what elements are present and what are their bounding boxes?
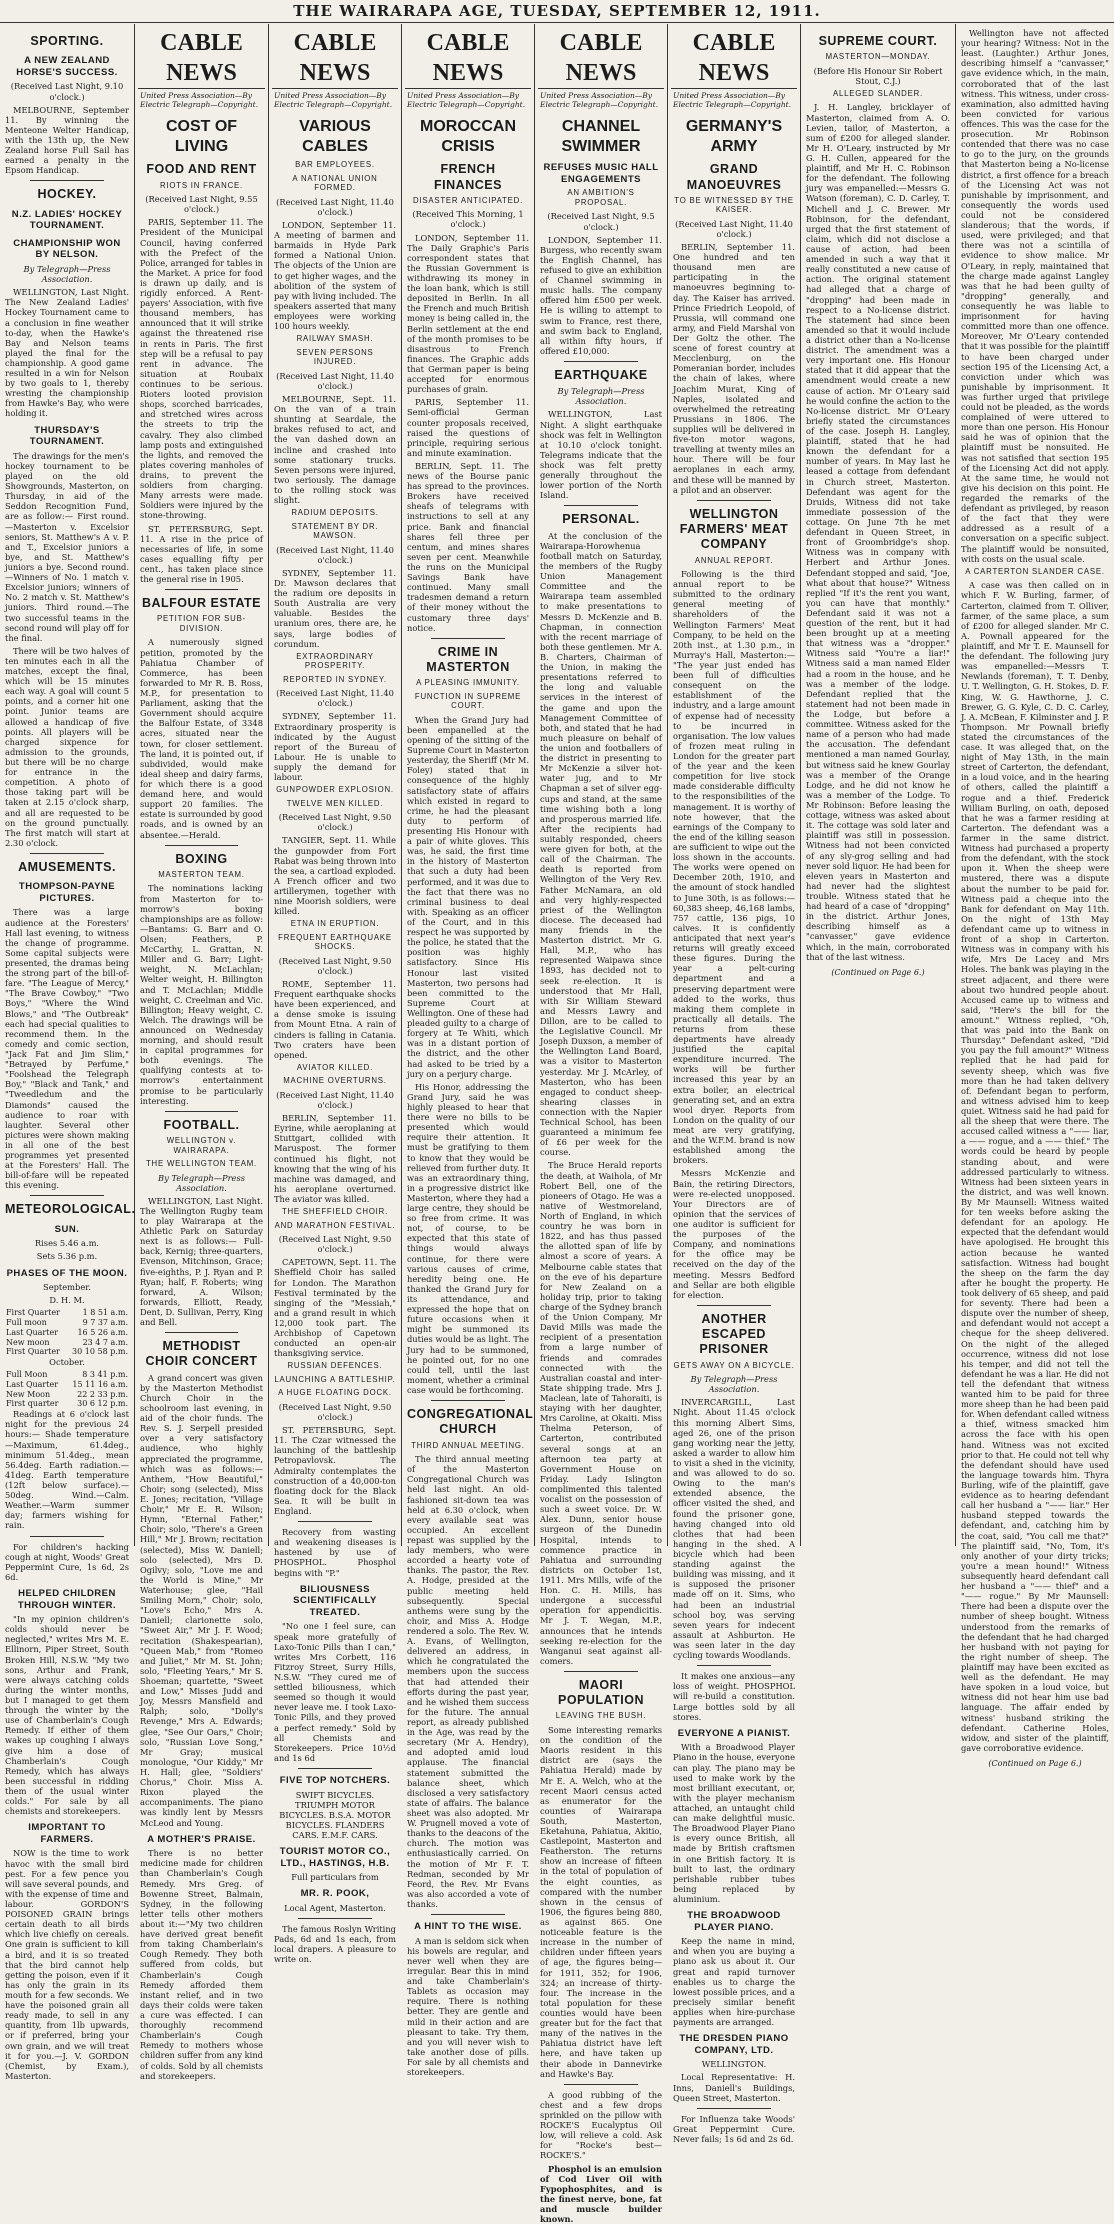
received-line: (Received Last Night, 9.50 o'clock.) (278, 812, 392, 833)
moon-phase-time: 30 10 58 p.m. (72, 1347, 128, 1357)
article-text: ROME, September 11. Frequent earthquake shocks have been experienced, and a dense smoke is issuing from Mount Etna. A rain of cinders is falling in Catania. Two craters have been opened. (274, 979, 396, 1060)
divider (697, 2108, 770, 2109)
moon-phase-time: 1 8 51 a.m. (82, 1308, 128, 1318)
article-text: WELLINGTON, Last Night. The New Zealand Ladies' Hockey Tournament came to a conclusion in fine weather to-day, when the Hawke's Bay and Nelson teams played the final for the championship. A good game resulted in a win for Nelson by two goals to 1, thereby wresting the championship from Hawke's Bay, who were holding it. (5, 287, 129, 419)
advert-text: WELLINGTON. (701, 2059, 767, 2070)
advert-text: Local Representative: H. Inns, Daniell's Buildings, Queen Street, Masterton. (673, 2072, 795, 2103)
article-subheading: FRENCH FINANCES (434, 162, 502, 192)
advert-heading: A HINT TO THE WISE. (414, 1921, 522, 1933)
moon-phase-row (5, 1318, 129, 1328)
article-subheading: LEAVING THE BUSH. (555, 1711, 647, 1721)
article-subheading: AND MARATHON FESTIVAL. (274, 1220, 396, 1230)
article-subheading: TWELVE MEN KILLED. (286, 798, 384, 808)
moon-phase-row (5, 1328, 129, 1338)
article-subheading: THE WELLINGTON TEAM. (145, 1159, 258, 1169)
advert-text: "No one I feel sure, can speak more gratefully of Laxo-Tonic Pills than I can," writes Mrs Corbett, 116 Fitzroy Street, Surry Hills, N.S.W. "They cured me of settled biliousness, which seemed so though it would never leave me. I took Laxo-Tonic Pills, and they proved a perfect remedy." Sold by all Chemists and Storekeepers. Price 10½d and 1s 6d (274, 1621, 396, 1763)
received-line: (Received This Morning, 1 o'clock.) (412, 209, 524, 230)
column-1 (0, 24, 136, 2081)
advert-text: There is no better medicine made for children than Chamberlain's Cough Remedy. Mrs Greg. of Bowenne Street, Balmain, Sydney, in the following letter tells other mothers about it:—"My two children have derived great benefit from taking Chamberlain's Cough Remedy. They both suffered from colds, but Chamberlain's Cough Remedy afforded them instant relief, and in two days their colds were taken a cure was effected. I can thoroughly recommend Chamberlain's Cough Remedy to mothers whose children suffer from any kind of colds. Sold by all chemists and storekeepers. (140, 1848, 263, 2081)
article-subheading: RUSSIAN DEFENCES. (287, 1361, 383, 1371)
divider (30, 180, 104, 181)
continued-note: (Continued on Page 6.) (988, 1758, 1082, 1768)
column-3 (269, 24, 402, 1965)
divider (564, 1671, 637, 1672)
divider (564, 505, 637, 506)
cable-news-banner: CABLE NEWS (671, 28, 797, 89)
advert-text: For children's hacking cough at night, Woods' Great Peppermint Cure, 1s 6d, 2s 6d. (5, 1541, 129, 1582)
section-heading: SPORTING. (30, 34, 104, 48)
month-label: September. (43, 1282, 91, 1293)
article-text: LONDON, September 11. A meeting of barmen and barmaids in Hyde Park formed a National Union. The objects of the Union are to get higher wages, and the abolition of the system of pay with living included. The speakers asserted that many employees were working 100 hours weekly. (274, 220, 396, 332)
article-subheading: RAILWAY SMASH. (296, 334, 374, 344)
cable-news-banner: CABLE NEWS (538, 28, 664, 89)
article-subheading: PETITION FOR SUB-DIVISION. (157, 614, 246, 633)
article-subheading: A PLEASING IMMUNITY. (416, 678, 520, 688)
article-text: J. H. Langley, bricklayer of Masterton, claimed from A. O. Levien, tailor, of Masterton, a sum of £200 for alleged slander. Mr H. O'Leary, instructed by Mr G. H. Cullen, appeared for the plaintiff, and Mr H. C. Robinson for the defendant. The following jury was empanelled:—Messrs G. Watson (foreman), C. D. Carley, T. Michell and J. C. Brewer. Mr Robinson, for the defendant, urged that the first statement of claim, which did not disclose a cause of action, had been amended in such a way that it really constituted a new cause of action. The original statement had alleged that a charge of "dropping" had been made in respect to a No-license district. The statement had since been amended so that it would include a district other than a No-license district. The amendment was a very important one. His Honour stated that it did appear that the amendment would create a new cause of action. Mr O'Leary said he would confine the action to the No-license district. Mr O'Leary briefly stated the circumstances of the case. Joseph H. Langley, plaintiff, stated that he had known the defendant for a number of years. In May last he leased a cottage from defendant in Church street, Masterton. Defendant was agent for the Druids, Witness did not take immediate possession of the cottage. On June 7th he met defendant in Queen Street, in front of Groombridge's shop. Witness was in company with Herbert and Arthur Jones. Defendant stopped and said, "Joe, what about that house?" Witness replied "If it's the rent you want, you can have that monthly." Defendant said it was not a question of the rent, but it had been brought up at a meeting that witness was a "dropper." Witness said "You're a liar!" Witness said a man named Elder had a room in the house, and he was a member of the lodge. Defendant replied that the statement had not been made in the Lodge, but before a committee. Witness asked for the name of a person who had made the accusation. The defendant mentioned a man named Gourlay, but witness said he knew Gourlay was a member of the Orange Lodge, and he did not know he was a member of the Lodge. To Mr Robinson: Before leasing the cottage, witness was asked about it. The cottage was sold later and plaintiff was still in possession. Witness had not been convicted of any sly-grog selling and had never sold liquor. He had been for eleven years in Masterton and had never had the slightest trouble. Witness stated that he had heard of a case of "dropping" in the district. Arthur Jones, describing himself as a "canvasser," gave evidence which, in the main, corroborated that of the last witness. (806, 102, 950, 962)
article-text: A numerously signed petition, promoted by the Pahiatua Chamber of Commerce, has been forwarded to Mr R. B. Ross, M.P., for presentation to Parliament, asking that the Government should acquire the Balfour Estate, of 3348 acres, situated near the town, for closer settlement. The land, it is pointed out, if subdivided, would make ideal sheep and dairy farms, for which there is a good demand here, and would support 20 families. The estate is surrounded by good roads, and is owned by an absentee.—Herald. (140, 637, 263, 840)
moon-phase-name: Full Moon (6, 1370, 48, 1380)
moon-phase-name: New moon (6, 1337, 50, 1347)
article-heading: N.Z. LADIES' HOCKEY TOURNAMENT. (11, 208, 123, 232)
article-heading: CONGREGATIONAL CHURCH (407, 1407, 534, 1437)
sunset: Sets 5.36 p.m. (36, 1251, 98, 1262)
article-subheading: RADIUM DEPOSITS. (291, 508, 379, 518)
received-line: (Received Last Night, 9.50 o'clock.) (278, 955, 392, 976)
press-credit: United Press Association—By Electric Telegraph—Copyright. (540, 91, 659, 110)
article-subheading: MASTERTON TEAM. (158, 869, 245, 879)
advert-text: "In my opinion children's colds should never be neglected," writes Mrs M. E. Ellinorn, Piper Street, South Broken Hill, N.S.W. "My two sons, Arthur and Frank, were always catching colds during the winter months, but I managed to get them through the winter by the use of Chamberlain's Cough Remedy. If either of them wakes up coughing I always give him a dose of Chamberlain's Cough Remedy, which has always been successful in ridding them of the usual winter colds." For sale by all chemists and storekeepers. (5, 1614, 129, 1817)
article-heading: ANOTHER ESCAPED PRISONER (699, 1311, 769, 1357)
advert-heading: EVERYONE A PIANIST. (677, 1727, 791, 1739)
moon-phase-row (5, 1380, 129, 1390)
moon-phase-name: Last Quarter (6, 1379, 59, 1389)
received-line: (Received Last Night, 11.40 o'clock.) (276, 1089, 394, 1111)
article-subheading: THIRD ANNUAL MEETING. (411, 1440, 525, 1450)
advert-text: Full particulars from (291, 1872, 379, 1883)
article-subheading: MASTERTON—MONDAY. (825, 52, 931, 62)
readings-text: Readings at 6 o'clock last night for the previous 24 hours:— Shade temperature—Maximum, 61.4deg., minimum 51.4deg., mean 56.4deg. Earth radiation.—41deg. Earth temperature (12ft below surface).—50deg. Wind.—Calm. Weather.—Warm summer day; farmers wishing for rain. (5, 1409, 129, 1531)
received-line: (Received Last Night, 9.5 o'clock.) (547, 211, 655, 232)
advert-text: Recovery from wasting and weakening diseases is hastened by use of PHOSPHOL. Phosphol begins with "P." (274, 1527, 396, 1578)
article-text: MELBOURNE, September 11. By winning the Menteone Welter Handicap, with the 13th up, the New Zealand horse Full Sail has earned a penalty in the Epsom Handicap. (5, 104, 129, 176)
moon-table-october (5, 1370, 129, 1409)
article-heading: EARTHQUAKE (554, 368, 648, 382)
press-credit: United Press Association—By Electric Telegraph—Copyright. (274, 91, 393, 110)
advert-text: Local Agent, Masterton. (284, 1902, 386, 1913)
divider (165, 1111, 239, 1112)
advert-text: It makes one anxious—any loss of weight. PHOSPHOL will re-build a constitution. Large bottles sold by all stores. (673, 1671, 795, 1722)
article-text: PARIS, September 11. The President of the Municipal Council, having conferred with the Prefect of the Police, arranged for tables in the Market. A price for food is drawn up daily, and is rigidly enforced. A Rent-payers' Association, with five thousand members, has announced that it will strike against the threatened rise in rents in Paris. The first step will be a refusal to pay rent in advance. The situation at Roubaix continues to be serious. Rioters looted provision shops, scorched barricades, and stretched wires across the streets to trip the cavalry. They also climbed lamp posts and extinguished the lights, and removed the plates covering manholes of drains, to prevent the soldiers from charging. Many arrests were made. Soldiers were injured by the stone-throwing. (140, 217, 263, 521)
advert-text: Phosphol is an emulsion of Cod Liver Oil with Fypophosphites, and is the finest nerve, bone, fat and muscle builder known. (540, 2163, 662, 2224)
moon-phase-name: First Quarter (6, 1308, 60, 1318)
article-subheading: RIOTS IN FRANCE. (160, 180, 243, 190)
article-text: There was a large audience at the Foresters' Hall last evening, to witness the change of programme. Some capital subjects were presented, the dramas being the strong part of the bill-of-fare. "The League of Mercy," "The Brave Cowboy," "Two Boys," "Where the Wind Blows," and "The Outbreak" each had special qualities to recommend them. In the comedy and comic section, "Jack Fat and Jim Slim," "Betrayed by Perfume," "Foolshead the Telegraph Boy," "Black and Tank," and "Tweedledum and the Diamonds" caused the audience to roar with laughter. Several other pictures were shown making in all one of the best programmes yet presented at the Foresters' Hall. The bill-of-fare will be repeated this evening. (5, 907, 129, 1191)
cable-news-banner: CABLE NEWS (138, 28, 265, 89)
article-subheading: CHAMPIONSHIP WON BY NELSON. (13, 237, 121, 261)
section-heading: AMUSEMENTS. (18, 860, 116, 875)
article-subheading: GUNPOWDER EXPLOSION. (276, 785, 394, 795)
divider (165, 589, 239, 590)
moon-phase-time: 30 6 12 p.m. (77, 1399, 128, 1409)
divider (564, 361, 637, 362)
article-subheading: THE SHEFFIELD CHOIR. (281, 1207, 389, 1217)
received-line: (Received Last Night, 11.40 o'clock.) (276, 370, 394, 391)
article-heading: FOOTBALL. (163, 1117, 240, 1132)
received-line: (Received Last Night, 11.40 o'clock.) (276, 196, 394, 217)
moon-phase-name: First quarter (6, 1399, 59, 1409)
column-6 (668, 24, 801, 2145)
article-subheading: REFUSES MUSIC HALL ENGAGEMENTS (543, 162, 659, 185)
moon-phase-time: 23 4 7 a.m. (82, 1337, 128, 1347)
received-line: (Received Last Night, 9.50 o'clock.) (278, 1401, 392, 1423)
sunrise: Rises 5.46 a.m. (34, 1238, 100, 1249)
article-heading: A NEW ZEALAND HORSE'S SUCCESS. (16, 55, 118, 78)
byline: By Telegraph—Press Association. (690, 1374, 778, 1395)
article-heading: THOMPSON-PAYNE PICTURES. (18, 881, 116, 904)
divider (697, 1665, 770, 1666)
advert-text: NOW is the time to work havoc with the small bird pest. For a few pence you will save several pounds, and with the expense of time and labour. GORDON'S POISONED GRAIN brings certain death to all birds which live chiefly on cereals. One grain is sufficient to kill a bird, and it is so treated that the bird cannot help getting the poison, even if it has only the grain in its mouth for a few seconds. We have the poisoned grain all ready made, to sell in any quantity, from 1lb upwards, or if preferred, bring your own grain, and we will treat it for you.—J. V. GORDON (Chemist, by Exam.), Masterton. (5, 1848, 129, 2081)
article-heading: MAORI POPULATION (557, 1677, 645, 1708)
article-subheading: BAR EMPLOYEES. (295, 160, 375, 170)
article-subheading: EXTRAORDINARY PROSPERITY. (296, 651, 374, 671)
column-8 (956, 24, 1114, 1768)
article-text: BERLIN, September 11. Eyrine, while aeroplaning at Stuttgart, collided with Maruspost. The former continued his flight, not knowing that the wing of his machine was damaged, and his aeroplane overturned. The aviator was killed. (274, 1113, 396, 1205)
article-subheading: WELLINGTON v. WAIRARAPA. (166, 1136, 237, 1155)
divider (30, 1195, 104, 1196)
advert-text: Keep the name in mind, and when you are buying a piano ask us about it. Our great and rapid turnover enables us to charge the lowest possible prices, and a precisely similar benefit applies when hire-purchase payments are arranged. (673, 1936, 795, 2028)
moon-columns: D. H. M. (49, 1295, 85, 1306)
article-heading: PERSONAL. (562, 512, 640, 527)
moon-phase-name: Last Quarter (6, 1327, 59, 1337)
article-heading: MOROCCAN CRISIS (420, 118, 516, 155)
article-subheading: AN AMBITION'S PROPOSAL. (567, 188, 635, 207)
advert-heading: TOURIST MOTOR CO., LTD., HASTINGS, H.B. (279, 1846, 391, 1869)
article-text: The third annual meeting of the Masterton Congregational Church was held last night. An old-fashioned sit-down tea was held at 6.30 o'clock, when every available seat was occupied. An excellent repast was supplied by the lady members, who were accorded a hearty vote of thanks. The pastor, the Rev. A. Hodge, presided at the public meeting held subsequently. Special anthems were sung by the choir, and Miss A. Hodge rendered a solo. The Rev. W. A. Evans, of Wellington, delivered an address, in which he congratulated the members upon the success that had attended their efforts during the past year, and he wished them success for the future. The annual report, as already published in the Age, was read by the secretary (Mr A. Hendry), and adopted amid loud applause. The financial statement submitted the balance sheet, which disclosed a very satisfactory state of affairs. The balance sheet was also adopted. Mr W. Prugnell moved a vote of thanks to the deacons of the church. The motion was enthusiastically carried. On the motion of Mr F. T. Redman, seconded by Mr Feord, the Rev. Mr Evans was also accorded a vote of thanks. (407, 1454, 529, 1909)
article-text: Following is the third annual report to be submitted to the ordinary general meeting of shareholders of the Wellington Farmers' Meat Company, to be held on the 20th inst., at 1.30 p.m., in Murray's Hall, Masterton:— "The year just ended has been full of difficulties consequent on the establishment of the industry, and a large amount of expense had of necessity to be incurred in organisation. The low values of frozen meat ruling in London for the greater part of the year and the keen competition for live stock made considerable difficulty to the responsibilities of the management. It is worthy of note however, that the earnings of the Company to the end of the killing season are sufficient to wipe out the loss shown in the accounts. The works were opened on December 20th, 1910, and the amount of stock handled to June 30th, is as follows:—60,383 sheep, 46,168 lambs, 757 cattle, 136 pigs, 10 calves. It is confidently anticipated that next year's returns will greatly exceed these figures. During the year a pelt-curing department and a preserving department were added to the works, thus making them complete in practically all details. The returns from these departments have already justified the capital expenditure incurred. The works will be further increased this year by an extra boiler, an electrical generating set, and an extra wool dryer. Reports from London on the quality of our meat are very gratifying, and the W.F.M. brand is now established among the brokers. (673, 569, 795, 1166)
article-subheading: ETNA IN ERUPTION. (290, 919, 380, 929)
moon-phase-time: 9 7 37 a.m. (82, 1318, 128, 1328)
moon-phase-time: 22 2 33 p.m. (77, 1389, 128, 1399)
article-text: WELLINGTON, Last Night. The Wellington Rugby team to play Wairarapa at the Athletic Park on Saturday next is as follows:— Full-back, Kernig; three-quarters, Evenson, Mitchinson, Grace; five-eighths, P. J. Ryan and P. Ryan; half, F. Roberts; wing forward, A. Wilson; forwards, Elliott, Ready, Dent, D. Sullivan, Perry, King and Bell. (140, 1195, 263, 1328)
moon-phase-row (5, 1399, 129, 1409)
moon-phase-row (5, 1347, 129, 1357)
press-credit: United Press Association—By Electric Telegraph—Copyright. (407, 91, 526, 110)
received-line: (Received Last Night, 9.55 o'clock.) (145, 194, 258, 215)
article-text: When the Grand Jury had been empanelled at the opening of the sitting of the Supreme Court in Masterton yesterday, the Sheriff (Mr M. Foley) stated that in consequence of the highly satisfactory state of affairs which existed in regard to crime, he had the pleasant duty to perform of presenting His Honour with a pair of white gloves. This was, he said, the first time in the history of Masterton that such a duty had been performed, and it was due to the fact that there was no criminal business to deal with. Speaking as an officer of the Court, and in this respect he was supported by the police, he stated that the position was highly satisfactory. Since His Honour last visited Masterton, two persons had been committed to the Supreme Court at Wellington. One of these had pleaded guilty to a charge of forgery at Te Whiti, which was in a distant portion of the district, and the other had asked to be tried by a jury on a perjury charge. (407, 714, 529, 1079)
article-text: PARIS, September 11. Semi-official German counter proposals received, raised the questions of principle, requiring serious and minute examination. (407, 397, 529, 458)
column-7 (801, 24, 956, 1546)
article-text: SYDNEY, September 11. Extraordinary prosperity is indicated by the August report of the Bureau of Labour. He is unable to supply the demand for labour. (274, 711, 396, 783)
article-heading: THURSDAY'S TOURNAMENT. (29, 424, 105, 448)
article-text: The Bruce Herald reports the death, at Waihola, of Mr Robert Bell, one of the pioneers of Otago. He was a native of Westmoreland, North of England, in which country he was born in 1822, and has thus passed the allotted span of life by almost a score of years. A Melbourne cable states that on the eve of his departure for New Zealand on a holiday trip, prior to taking charge of the Sydney branch of the Union Company, Mr David Mills was made the recipient of a presentation from a large number of friends and comrades connected with the Australian coastal and inter-State shipping trade. Mrs J. Maclean, late of Tahoraiti, is staying with her daughter, Mrs Caroline, at Okaiti. Miss Thelma Peterson, of Carterton, contributed several songs at an afternoon tea party at Government House on Friday. Lady Islington complimented this talented vocalist on the possession of such a sweet voice. Dr. W. Alex. Dunn, senior house surgeon of the Dunedin Hospital, intends to commence practice in Pahiatua and surrounding districts on October 1st, 1911. Mrs Mills, wife of the Hon. C. H. Mills, has undergone a successful operation for appendicitis. Mr J. T. Wegan, M.P., announces that he intends seeking re-election for the Wanganui seat against all-comers. (540, 1160, 662, 1666)
article-subheading: A HUGE FLOATING DOCK. (278, 1388, 392, 1398)
moon-phase-name: First Quarter (6, 1347, 60, 1357)
section-heading: METEOROLOGICAL. (5, 1202, 136, 1217)
article-text: A grand concert was given by the Masterton Methodist Church Choir in the schoolroom last evening, in aid of the choir funds. The Rev. S. J. Serpell presided over a very satisfactory audience, who highly appreciated the programme, which was as follows:—Anthem, "How Beautiful," Choir; song (selected), Miss E. Jones; recitation, "Village Choir," Mr E. R. Wilson; Hymn, "Eternal Father," Choir; solo, "There's a Green Hill," Mr J. Brown; recitation (selected), Miss W. Daniell; solo (selected), Mrs D. Ogilvy; solo, "Love me and the World is Mine," Mr Waterhouse; glee, "Hail Smiling Morn," Choir; solo, "Love's Echo," Mrs A. Daniell; clarionette solo, "Sweet Air," Mr J. F. Wood; recitation (Shakespearian), "Queen Mab," from "Romeo and Juliet," Mr M. St. John; solo, "Fleeting Years," Mr S. Shoeman; quartette, "Sweet and Low," Misses Judd and Joy, Messrs Mansfield and Ralph; solo, "Dolly's Revenge," Mrs A. Edwards; glee, "See Our Oars," Choir; solo, "Russian Love Song," Mr Gray; musical monologue, "Our Kiddy," Mr H. Hall; glee, "Soldiers' Chorus," Choir. Miss A. Rixon played the accompaniments. The piano was kindly lent by Messrs McLeod and Young. (140, 1372, 263, 1828)
article-subheading: ALLEGED SLANDER. (833, 88, 923, 98)
article-heading: BOXING (175, 851, 228, 866)
article-subheading: FUNCTION IN SUPREME COURT. (414, 691, 522, 711)
press-credit: United Press Association—By Electric Telegraph—Copyright. (673, 91, 792, 110)
column-2 (135, 24, 269, 2081)
divider (564, 2084, 637, 2085)
article-subheading: A CARTERTON SLANDER CASE. (965, 566, 1105, 576)
article-text: INVERCARGILL, Last Night. About 11.45 o'clock this morning Albert Sims, aged 26, one of the prison gang working near the jetty, asked a warder to allow him to visit a shed in the vicinity, and was allowed to do so. Owing to the man's extended absence, the officer visited the shed, and found the prisoner gone, having changed into old clothes that had been hanging in the shed. A bicycle which had been standing against the building was missing, and it is supposed the prisoner made off on it. Sims, who had been an industrial school boy, was serving seven years for indecent assault at Ashburton. He was seen later in the day cycling towards Woodlands. (673, 1397, 795, 1661)
moon-phase-time: 15 11 16 a.m. (72, 1379, 128, 1389)
moon-phase-row (5, 1390, 129, 1400)
month-label: October. (49, 1357, 85, 1368)
advert-text: For Influenza take Woods' Great Peppermint Cure. Never fails; 1s 6d and 2s 6d. (673, 2113, 795, 2145)
divider (298, 1918, 371, 1919)
article-heading: SUPREME COURT. (818, 34, 938, 48)
byline: By Telegraph—Press Association. (23, 263, 111, 285)
article-subheading: A NATIONAL UNION FORMED. (292, 173, 378, 193)
article-text: LONDON, September 11. The Daily Graphic's Paris correspondent states that the Russian Government is withdrawing its money in the loan bank, which is still deposited in Berlin. In all the French and much British money is being called in, the Berlin settlement at the end of the month promises to be disastrous to French finances. The Graphic adds that German paper is being accepted for enormous purchases of grain. (407, 232, 529, 395)
advert-text: A man is seldom sick when his bowels are regular, and never well when they are irregular. Bear this in mind and take Chamberlain's Tablets as occasion may require. There is nothing better. They are gentle and mild in their action and are pleasant to take. Try them, and you will never wish to take another dose of pills. For sale by all chemists and storekeepers. (407, 1935, 529, 2078)
divider (298, 1768, 371, 1769)
moon-table-september (5, 1308, 129, 1357)
moon-phase-row (5, 1370, 129, 1380)
article-subheading: DISASTER ANTICIPATED. (412, 195, 524, 205)
received-line: (Received Last Night, 9.10 o'clock.) (10, 81, 124, 102)
moon-heading: PHASES OF THE MOON. (6, 1267, 128, 1279)
divider (30, 1536, 104, 1537)
continued-note: (Continued on Page 6.) (831, 967, 925, 977)
article-heading: GERMANY'S ARMY (685, 118, 783, 155)
advert-text: With a Broadwood Player Piano in the house, everyone can play. The piano may be used to make work by the most brilliant executant, or, with the player mechanism attached, an untaught child can make delightful music. The Broadwood Player Piano is every ounce British, all made by British craftsmen in one British factory. It is built to last, the ordinary perishable rubber tubes being replaced by aluminium. (673, 1742, 795, 1904)
article-subheading: GETS AWAY ON A BICYCLE. (673, 1360, 795, 1370)
advert-heading: HELPED CHILDREN THROUGH WINTER. (17, 1587, 117, 1611)
article-text: A case was then called on in which F. W. Burling, farmer, of Carterton, claimed from T. Olliver, farmer, of the same place, a sum of £200 for alleged slander. Mr C. A. Pownall appeared for the plaintiff, and Mr T. E. Maunsell for the defendant. The following jury was empanelled:—Messrs T. Newlands (foreman), T. T. Denby, U. T. Wellington, G. H. Stokes, D. F. King, W. G. Hawthorne, J. C. Brewer, G. G. Kyle, C. D. C. Carley, J. A. McBean, F. Kilminster and J. P. Thompson. Mr Pownall briefly stated the circumstances of the case. It was alleged that, on the night of May 13th, in the main street of Carterton, the defendant, in a loud voice, and in the hearing of others, called the plaintiff a rogue and a thief. Frederick William Burling, on oath, deposed that he was a farmer residing at Carterton. The defendant was a farmer in the same district. Witness had purchased a property from the defendant, with the stock upon it. When the sheep were mustered, there was a dispute about the number to be paid for. Witness paid a cheque into the Bank for defendant on May 11th. On the night of 13th May defendant came up to witness in front of a shop in Carterton. Witness was in company with his wife, Mrs De Lacey and Mrs Holes. The bank was playing in the street adjacent, and there were about two hundred people about. Accused came up to witness and said, "Here's the bill for the amount." Witness replied, "Oh, that was paid into the Bank on Thursday." Defendant asked, "Did you pay the full amount?" Witness replied that he had paid for seventy sheep, which was five more than he had taken delivery of. Defendant began to perform, and witness advised him to keep quiet. Witness said he had paid for all the sheep that were there. The accused called witness a "—— liar, a —— rogue, and a —— thief." The words could be heard by people standing about, and were addressed particularly to witness. Witness had been sixteen years in the district, and was well known. By Mr Maunsell: Witness waited for ten weeks before asking the defendant for an apology. He expected that the defendant would have apologised. He brought this action because he wanted satisfaction. Witness had bought the sheep on the farm the day after he bought the property. He took delivery of 65 sheep, and paid for seventy. There had been a dispute over the number of sheep, and defendant would not accept a cheque for the sheep delivered. On the night of the alleged occurrence, witness did not lose his temper, and did not tell the defendant he was a liar. He did not tell the defendant that witness wanted him to be paid for three more sheep than he had been paid for. When defendant called witness a thief, witness smacked him across the face with his open hand. Witness was not excited prior to that. He could not tell why the defendant should have used the language towards him. Thyra Burling, wife of the plaintiff, gave evidence as to hearing defendant call her husband a "—— liar." Her husband stepped towards the defendant, and, catching him by the coat, said, "You call me that?" The plaintiff said, "No, Tom, it's only another of your dirty tricks; you're a mean hound!" Witness subsequently heard defendant call her husband a "—— thief" and a "—— rogue." By Mr Maunsell: There had been a dispute over the number of sheep bought. Witness understood from the remarks of the defendant that he had charged her husband with not paying for the right number of sheep. The plaintiff may have been excited as well as the defendant. He may have spoken in a loud voice, but witness did not hear him use bad language. The affair ended by witness' husband striking the defendant. Catherine Holes, widow, and sister of the plaintiff, gave corroborative evidence. (961, 580, 1109, 1753)
article-subheading: LAUNCHING A BATTLESHIP. (274, 1374, 396, 1384)
article-text: There will be two halves of ten minutes each in all the matches, except the final, which will be 15 minutes each way. A goal will count 5 points, and a corner hit one point. Junior teams are allowed a handicap of five points. All players will be charged sixpence for admission to the grounds, but there will be no charge for entrance in the competition. A photo of those taking part will be taken at 2.15 o'clock sharp, and all are requested to be on the ground punctually. The first match will start at 2.30 o'clock. (5, 645, 129, 848)
column-4 (402, 24, 535, 2078)
article-heading: METHODIST CHOIR CONCERT (145, 1339, 258, 1369)
byline: By Telegraph—Press Association. (158, 1172, 245, 1193)
received-line: (Received Last Night, 11.40 o'clock.) (276, 544, 394, 565)
article-text: ST. PETERSBURG, Sept. 11. A rise in the price of necessaries of life, in some cases equalling fifty per cent., has taken place since the general rise in 1905. (140, 523, 263, 585)
received-line: (Received Last Night, 9.50 o'clock.) (278, 1234, 392, 1255)
divider (298, 1521, 371, 1522)
moon-phase-time: 16 5 26 a.m. (77, 1327, 128, 1337)
advert-heading: THE BROADWOOD PLAYER PIANO. (687, 1910, 781, 1933)
article-subheading: GRAND MANOEUVRES (686, 162, 782, 192)
article-heading: COST OF LIVING (165, 118, 238, 155)
moon-phase-name: New Moon (6, 1389, 51, 1399)
article-heading: WELLINGTON FARMERS' MEAT COMPANY (679, 506, 789, 552)
article-subheading: SEVEN PERSONS INJURED. (296, 347, 374, 367)
divider (431, 1400, 504, 1401)
section-heading: HOCKEY. (37, 187, 97, 202)
advert-list: SWIFT BICYCLES. TRIUMPH MOTOR BICYCLES. B.S.A. MOTOR BICYCLES. FLANDERS CARS. E.M.F. CARS. (279, 1789, 391, 1840)
received-line: (Received Last Night, 11.40 o'clock.) (675, 218, 793, 239)
divider (697, 1305, 770, 1306)
article-text: MELBOURNE, Sept. 11. On the van of a train shunting at Seardale, the brakes refused to act, and the van dashed down an incline and crashed into some stationary trucks. Seven persons were injured, two seriously. The damage to the rolling stock was slight. (274, 393, 396, 506)
article-text: CAPETOWN, Sept. 11. The Sheffield Choir has sailed for London. The Marathon Festival terminated by the singing of the "Messiah," and a grand result in which 12,000 took part. The Archbishop of Capetown conducted an open-air thanksgiving service. (274, 1257, 396, 1359)
article-text: The drawings for the men's hockey tournament to be played on the old Showgrounds, Masterton, on Thursday, in aid of the Seddon Recognition Fund, are as follow:— First round.—Masterton v. Excelsior seniors, St. Matthew's A v. P. and T., Excelsior juniors a bye, and St. Matthew's juniors a bye. Second round.—Winners of No. 1 match v. Excelsior juniors; winners of No. 2 match v. St. Matthew's juniors. Third round.—The two successful teams in the second round will play off for the final. (5, 450, 129, 643)
advert-heading: BILIOUSNESS SCIENTIFICALLY TREATED. (293, 1583, 377, 1618)
divider (431, 638, 504, 639)
article-subheading: FOOD AND RENT (146, 162, 257, 177)
article-subheading: TO BE WITNESSED BY THE KAISER. (674, 195, 794, 215)
article-text: His Honor, addressing the Grand Jury, said he was highly pleased to hear that there were no bills to be presented which would require their attention. It must be gratifying to them to know that they would be relieved from further duty. It was an extraordinary thing, in a progressive district like Masterton, where they had a large centre, they should be so free from crime. It was not, of course, to be expected that this state of things would always continue, for there were various causes of crime, heredity being one. He thanked the Grand Jury for its attendance, and expressed the hope that on future occasions when it might be summoned its duties would be as light. The Jury had to be summoned, he pointed out, for no one could tell, until the last moment, whether a criminal case would be forthcoming. (407, 1081, 529, 1396)
moon-phase-time: 8 3 41 p.m. (82, 1370, 128, 1380)
article-text: At the conclusion of the Wairarapa-Horowhenua football match on Saturday, the members of the Rugby Union Management Committee and the Wairarapa team assembled to make presentations to Messrs D. McKenzie and B. Chapman, in connection with the recent marriage of both these gentlemen. Mr A. B. Charters, Chairman of the Union, in making the presentations referred to the long and valuable services in the interest of the game and upon the Management Committee of both, and stated that he had much pleasure on behalf of the union and footballers of the district in presenting to Mr McKenzie a silver hot-water jug, and to Mr Chapman a set of silver egg-cups and stand, at the same time wishing both a long and prosperous married life. After the recipients had suitably responded, cheers were given for both, at the call of the Chairman. The death is reported from Wellington of the Very Rev. Father McNamara, an old and very highly-respected priest of the Wellington diocese. The deceased had many friends in the Masterton district. Mr G. Hall, M.P., who has represented Waipawa since 1893, has decided not to seek re-election. It is understood that Mr Hall, with Sir William Steward and Messrs Lawry and Dillon, are to be called to the Legislative Council. Mr Joseph Duxson, a member of the Wellington Land Board, was a visitor to Masterton yesterday. Mr J. McArley, of Masterton, who has been engaged to conduct sheep-shearing classes in connection with the Napier Technical School, has been guaranteed a minimum fee of £6 per week for the course. (540, 530, 662, 1158)
article-heading: CRIME IN MASTERTON (426, 644, 510, 675)
received-line: (Received Last Night, 11.40 o'clock.) (276, 688, 394, 709)
article-heading: CHANNEL SWIMMER (561, 118, 641, 155)
byline: By Telegraph—Press Association. (557, 386, 645, 407)
advert-heading: IMPORTANT TO FARMERS. (28, 1822, 106, 1845)
article-heading: VARIOUS CABLES (299, 118, 371, 155)
article-text: LONDON, September 11. Burgess, who recently swam the English Channel, has refused to give an exhibition of Channel swimming in music halls. The company offered him £500 per week. He is willing to attempt to swim to France, rest there, and swim back to England, all within fifty hours, if offered £10,000. (540, 234, 662, 356)
advert-heading: MR. R. POOK, (300, 1888, 370, 1900)
cable-news-banner: CABLE NEWS (272, 28, 398, 89)
press-credit: United Press Association—By Electric Telegraph—Copyright. (140, 91, 259, 110)
advert-text: A good rubbing of the chest and a few drops sprinkled on the pillow with ROCKE'S Eucalyptus Oil low, will relieve a cold. Ask for "Rocke's best—ROCKE'S." (540, 2089, 662, 2161)
article-subheading: REPORTED IN SYDNEY. (283, 674, 387, 684)
article-subheading: STATEMENT BY DR. MAWSON. (291, 521, 379, 541)
column-5 (535, 24, 668, 2224)
article-text: BERLIN, September 11. One hundred and ten thousand men are participating in the manoeuvres beginning to-day. The Kaiser has arrived. Prince Friedrich Leopold, of Prussia, will command one army, and Field Marshal von Der Goltz the other. The scene of forest country at Mecclenburg, on the Pomeranian border, includes the chain of lakes, where Joachim Murat, King of Naples, isolated and overwhelmed the retreating Prussians in 1806. The supplies will be delivered in five-ton motor wagons, travelling at twenty miles an hour. There will be four aeroplanes in each army, and these will be manned by a pilot and an observer. (673, 242, 795, 495)
court-bench: (Before His Honour Sir Robert Stout, C.J.) (813, 65, 943, 86)
divider (30, 853, 104, 854)
article-subheading: MACHINE OVERTURNS. (283, 1076, 387, 1086)
article-text: ST. PETERSBURG, Sept. 11. The Czar witnessed the launching of the battleship Petropavlovsk. The Admiralty contemplates the construction of a 40,000-ton floating dock for the Black Sea. It will be built in England. (274, 1425, 396, 1517)
divider (431, 1914, 504, 1915)
advert-heading: A MOTHER'S PRAISE. (147, 1833, 256, 1845)
moon-phase-row (5, 1338, 129, 1348)
article-text: Wellington have not affected your hearing? Witness: Not in the least. (Laughter.) Arthur Jones, describing himself a "canvasser," gave evidence which, in the main, corroborated that of the last witness. This witness, under cross-examination, also admitted having been convicted for various offences. This was the case for the prosecution. Mr Robinson contended that there was no case to go to the jury, on the grounds that Masterton being a No-license district, a first offence for a breach of the Licensing Act was not punishable by imprisonment, and consequently the words used could not be considered slanderous; that the words, if used, were privileged; and that there was not a scintilla of evidence to show malice. Mr O'Leary, in reply, maintained that the charge made against Langley was that he had been guilty of "dropping" generally, and consequently he was liable to imprisonment for having committed more than one offence. Moreover, Mr O'Leary contended that it was possible for the plaintiff to have been charged under section 195 of the Licensing Act, a conviction under which was punishable by imprisonment. It was further urged that privilege could not be pleaded, as the words complained of were uttered to more than one person. His Honour said he was of opinion that the plaintiff must be nonsuited. He was not satisfied that section 195 of the Licensing Act did not apply. At the same time, he would not give his decision on this point. He regarded the remarks of the defendant as privileged, by reason of the fact that they were addressed as a result of a conversation on a specific subject. The plaintiff would be nonsuited, with costs on the usual scale. (961, 28, 1109, 564)
article-text: BERLIN, Sept. 11. The news of the Bourse panic has spread to the provinces. Brokers have received sheafs of telegrams with instructions to sell at any price. Bank and financial shares fell three per centum, and mines shares seven per cent. Meanwhile the runs on the Municipal Savings Bank have continued. Many small tradesmen demand a return of their money without the customary three days' notice. (407, 460, 529, 633)
article-text: The nominations lacking from Masterton for to-morrow's boxing championships are as follow:—Bantams: G. Barr and O. Olsen; Feathers, P. McCarthy, L. Grattan, N. Miller and G. Barr; Light-weight, N. McLachlan; Welter weight, H. Billington and T. McLachlan; Middle weight, C. Creelman and Vic. Billington; Heavy weight, C. Welch. The drawings will be announced on Wednesday morning, and should result in capital programmes for both evenings. The qualifying contests at to-morrow's entertainment promise to be particularly interesting. (140, 883, 263, 1106)
moon-phase-name: Full moon (6, 1318, 47, 1328)
advert-text: The famous Roslyn Writing Pads, 6d and 1s each, from local drapers. A pleasure to write on. (274, 1924, 396, 1965)
sun-heading: SUN. (54, 1223, 80, 1235)
article-text: TANGIER, Sept. 11. While the gunpowder from Fort Rabat was being thrown into the sea, a cartload exploded. A French officer and two artillerymen, together with nine Moorish soldiers, were killed. (274, 835, 396, 917)
advert-heading: FIVE TOP NOTCHERS. (279, 1774, 391, 1786)
article-text: Some interesting remarks on the condition of the Maoris resident in this district are (says the Pahiatua Herald) made by Mr E. A. Welch, who at the recent Maori census acted as enumerator for the counties of Wairarapa South, Masterton, Eketahuna, Pahiatua, Akitio, Castlepoint, Masterton and Featherston. The returns show an increase of fifteen in the total of population of the eight counties, as compared with the number shown in the census of 1906, the figures being 880, as against 865. One noticeable feature is the increase in the number of children under fifteen years of age, the figures being—for 1911, 352; for 1906, 324; an increase of thirty-four. The increase in the total population for these counties would have been greater but for the fact that many of the natives in the Pahiatua district have left here, and have taken up their abode in Dannevirke and Hawke's Bay. (540, 1724, 662, 2079)
article-subheading: FREQUENT EARTHQUAKE SHOCKS. (278, 932, 392, 952)
article-text: WELLINGTON, Last Night. A slight earthquake shock was felt in Wellington at 10.10 o'clock tonight. Telegrams indicate that the shock was felt pretty generally throughout the lower portion of the North Island. (540, 409, 662, 501)
article-heading: BALFOUR ESTATE (141, 596, 262, 611)
article-text: SYDNEY, September 11. Dr. Mawson declares that the radium ore deposits in South Australia are very valuable. Besides the uranium ores, there are, he says, large bodies of corundum. (274, 567, 396, 649)
cable-news-banner: CABLE NEWS (405, 28, 531, 89)
masthead: THE WAIRARAPA AGE, TUESDAY, SEPTEMBER 12, 1911. (0, 0, 1114, 23)
article-subheading: ANNUAL REPORT. (694, 555, 774, 565)
article-subheading: AVIATOR KILLED. (296, 1062, 374, 1072)
columns (0, 24, 1114, 2224)
divider (165, 1332, 239, 1333)
divider (697, 500, 770, 501)
moon-phase-row (5, 1308, 129, 1318)
article-text: Messrs McKenzie and Bain, the retiring Directors, were re-elected unopposed. Your Directors are of opinion that the services of one auditor is sufficient for the purposes of the Company, and nominations for the office may be received on the day of the meeting. Messrs Bedford and Sellar are both eligible for election. (673, 1168, 795, 1300)
divider (165, 845, 239, 846)
advert-heading: THE DRESDEN PIANO COMPANY, LTD. (679, 2033, 789, 2056)
